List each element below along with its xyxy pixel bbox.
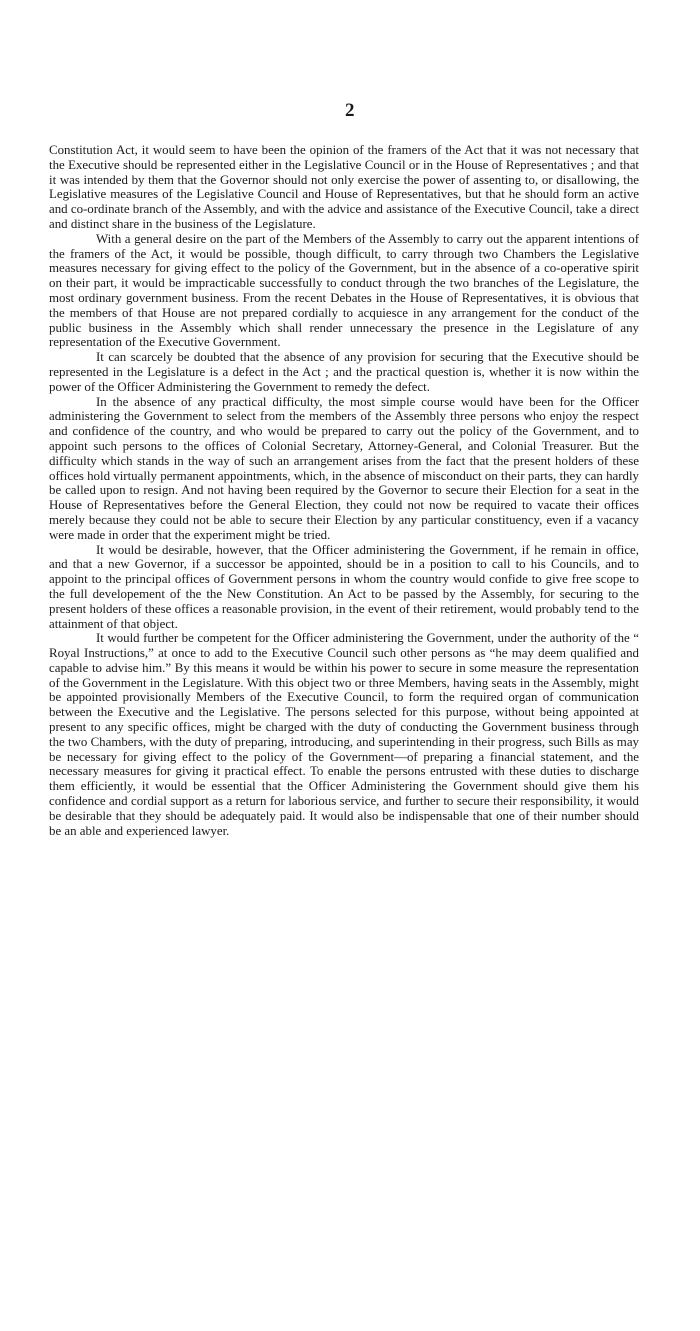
paragraph-3: It can scarcely be doubted that the absence of any provision for securing that the Executive should be represented in the Legislature is a defect in the Act ; and the practical question is, whether it is now within the power of the Officer Administering the Government to remedy the defect. — [49, 350, 639, 394]
paragraph-4: In the absence of any practical difficulty, the most simple course would have been for the Officer administering the Government to select from the members of the Assembly three persons who enjoy the respect and confidence of the country, and who would be prepared to carry out the policy of the Government, and to appoint such persons to the offices of Colonial Secretary, Attorney-General, and Colonial Treasurer. But the difficulty which stands in the way of such an arrangement arises from the fact that the present holders of these offices hold virtually permanent appointments, which, in the absence of misconduct on their parts, they can hardly be called upon to resign. And not having been required by the Governor to secure their Election for a seat in the House of Representatives before the General Election, they could not now be required to vacate their offices merely because they could not be able to secure their Election by any particular constituency, even if a vacancy were made in order that the experiment might be tried. — [49, 394, 639, 542]
paragraph-5: It would be desirable, however, that the Officer administering the Government, if he remain in office, and that a new Governor, if a successor be appointed, should be in a position to call to his Councils, and to appoint to the principal offices of Government persons in whom the country would confide to give free scope to the full developement of the the New Constitution. An Act to be passed by the Assembly, for securing to the present holders of these offices a reasonable provision, in the event of their retirement, would probably tend to the attainment of that object. — [49, 542, 639, 631]
paragraph-6: It would further be competent for the Officer administering the Government, under the authority of the “ Royal Instructions,” at once to add to the Executive Council such other persons as “he may deem qualified and capable to advise him.” By this means it would be within his power to secure in some measure the representation of the Government in the Legislature. With this object two or three Members, having seats in the Assembly, might be appointed provisionally Members of the Executive Council, to form the required organ of communication between the Executive and the Legislative. The persons selected for this purpose, without being appointed at present to any specific offices, might be charged with the duty of conducting the Government business through the two Chambers, with the duty of preparing, introducing, and superintending in their progress, such Bills as may be necessary for giving effect to the policy of the Government—of preparing a financial statement, and the necessary measures for giving it practical effect. To enable the persons entrusted with these duties to discharge them efficiently, it would be essential that the Officer Administering the Government should give them his confidence and cordial support as a return for laborious service, and further to secure their responsibility, it would be desirable that they should be adequately paid. It would also be indispensable that one of their number should be an able and experienced lawyer. — [49, 631, 639, 838]
page-number: 2 — [345, 100, 355, 121]
paragraph-2: With a general desire on the part of the Members of the Assembly to carry out the apparent intentions of the framers of the Act, it would be possible, though difficult, to carry through two Chambers the Legislative measures necessary for giving effect to the policy of the Government, but in the absence of a co-operative spirit on their part, it would be impracticable successfully to conduct through the two branches of the Legislature, the most ordinary government business. From the recent Debates in the House of Representatives, it is obvious that the members of that House are not prepared cordially to acquiesce in any arrangement for the conduct of the public business in the Assembly which shall render unnecessary the presence in the Legislature of any representation of the Executive Government. — [49, 231, 639, 350]
body-text — [49, 143, 639, 838]
paragraph-1: Constitution Act, it would seem to have been the opinion of the framers of the Act that it was not necessary that the Executive should be represented either in the Legislative Council or in the House of Representatives ; and that it was intended by them that the Governor should not only exercise the power of assenting to, or disallowing, the Legislative measures of the Legislative Council and House of Representatives, but that he should form an active and co-ordinate branch of the Assembly, and with the advice and assistance of the Executive Council, take a direct and distinct share in the business of the Legislature. — [49, 143, 639, 231]
